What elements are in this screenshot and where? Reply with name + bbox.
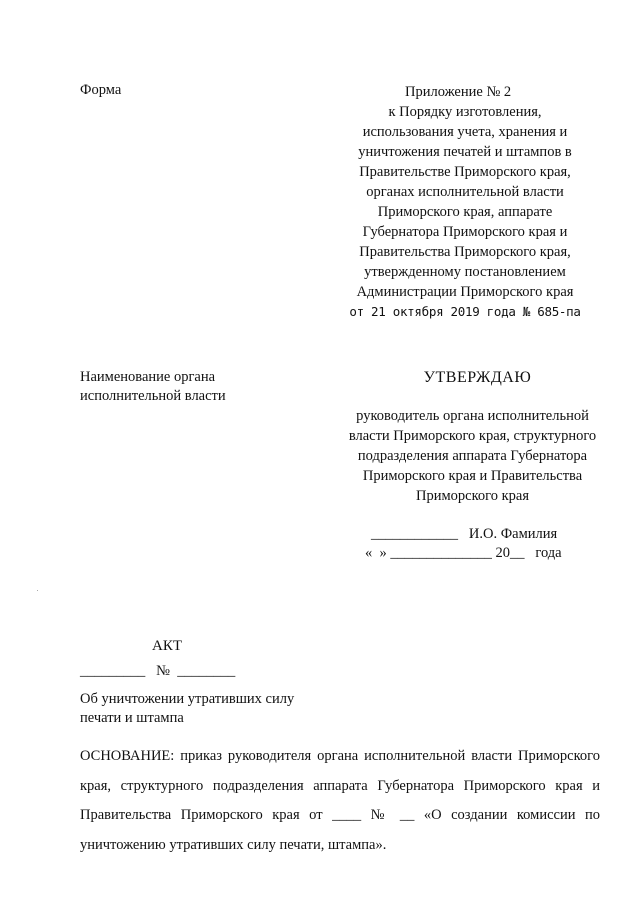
signature-block: [345, 525, 600, 563]
act-number-line: _________ № ________: [80, 663, 236, 679]
approval-line: Приморского края и Правительства: [362, 468, 583, 484]
appendix-line: Приморского края, аппарате: [377, 204, 553, 220]
appendix-line: к Порядку изготовления,: [388, 104, 542, 120]
basis-paragraph: ОСНОВАНИЕ: приказ руководителя органа исполнительной власти Приморского края, структурного подразделения аппарата Губернатора Приморского края и Правительства Приморского края от ____ № __ «О создании комиссии по уничтожению утративших силу печати, штампа».: [80, 748, 600, 853]
signature-line: ____________ И.О. Фамилия: [371, 526, 558, 542]
appendix-date-line: от 21 октября 2019 года № 685-па: [349, 304, 581, 319]
form-label: Форма: [80, 82, 122, 98]
appendix-title: Приложение № 2: [405, 84, 512, 100]
appendix-block: [345, 82, 585, 322]
appendix-line: уничтожения печатей и штампов в: [358, 144, 572, 160]
approval-block: [345, 368, 600, 506]
act-subject-line: Об уничтожении утративших силу: [80, 691, 295, 707]
approval-line: подразделения аппарата Губернатора: [357, 448, 588, 464]
organ-name-line: исполнительной власти: [80, 388, 226, 404]
appendix-line: использования учета, хранения и: [362, 124, 568, 140]
appendix-line: Губернатора Приморского края и: [362, 224, 568, 240]
act-subject-line: печати и штампа: [80, 710, 184, 726]
approval-line: Приморского края: [415, 488, 529, 504]
approval-line: власти Приморского края, структурного: [348, 428, 597, 444]
appendix-line: Администрации Приморского края: [356, 284, 574, 300]
organ-name-line: Наименование органа: [80, 369, 216, 385]
appendix-line: Правительства Приморского края,: [359, 244, 571, 260]
appendix-line: Правительстве Приморского края,: [359, 164, 571, 180]
approval-line: руководитель органа исполнительной: [356, 408, 589, 424]
act-subject: [80, 690, 340, 728]
approval-date-line: « » ______________ 20__ года: [365, 545, 562, 561]
appendix-line: утвержденному постановлением: [364, 264, 566, 280]
approval-heading: УТВЕРЖДАЮ: [423, 369, 532, 386]
scan-speck: [37, 590, 38, 591]
act-title: АКТ: [152, 638, 182, 654]
appendix-line: органах исполнительной власти: [366, 184, 564, 200]
organ-name-block: [80, 368, 280, 406]
